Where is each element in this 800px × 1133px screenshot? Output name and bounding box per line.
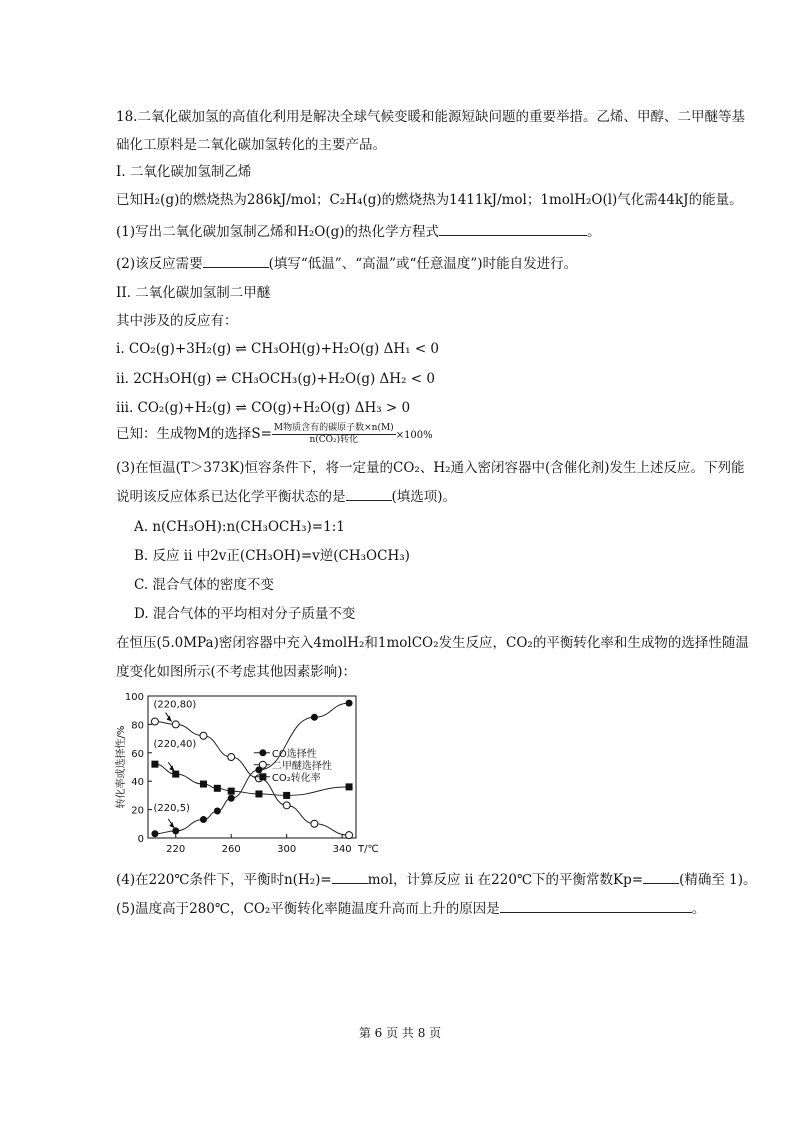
data-point-square — [200, 781, 207, 788]
y-axis-label: 转化率或选择性/% — [116, 725, 127, 809]
data-point-square — [214, 785, 221, 792]
x-tick-label: 260 — [221, 844, 241, 855]
data-point-open-circle — [172, 721, 179, 728]
y-tick-label: 100 — [124, 692, 144, 703]
legend-label: 二甲醚选择性 — [271, 760, 332, 772]
data-point-open-circle — [228, 754, 235, 761]
q5-end: 。 — [691, 901, 706, 917]
q5-text: (5)温度高于280℃，CO₂平衡转化率随温度升高而上升的原因是 — [116, 901, 500, 917]
annotation-label: (220,40) — [153, 739, 197, 751]
q2-end: (填写“低温”、“高温”或“任意温度”)时能自发进行。 — [268, 256, 578, 272]
legend-marker-filled-circle — [259, 749, 266, 756]
x-axis-label: T/℃ — [358, 844, 379, 855]
reaction-iii: iii. CO₂(g)+H₂(g) ⇌ CO(g)+H₂O(g) ΔH₃ > 0 — [116, 400, 411, 416]
section-2-title: II. 二氧化碳加氢制二甲醚 — [116, 285, 271, 301]
data-point-square — [346, 783, 353, 790]
y-tick-label: 60 — [131, 748, 144, 760]
annotation-arrowhead — [167, 716, 172, 722]
q3-line-2: 说明该反应体系已达化学平衡状态的是 — [116, 489, 346, 505]
q4-part-c: (精确至 1)。 — [679, 872, 757, 888]
q3-answer-blank — [346, 488, 392, 501]
q2-answer-blank — [203, 255, 269, 268]
q5-answer-blank — [500, 900, 692, 913]
annotation-label: (220,5) — [153, 803, 190, 815]
q3-end: (填选项)。 — [391, 489, 457, 505]
annotation-arrowhead — [169, 765, 174, 771]
x-tick-label: 220 — [166, 844, 186, 855]
section-1-title: I. 二氧化碳加氢制乙烯 — [116, 164, 252, 180]
sel-prefix: 已知：生成物M的选择S= — [116, 426, 272, 442]
data-point-open-circle — [283, 802, 290, 809]
reaction-i: i. CO₂(g)+3H₂(g) ⇌ CH₃OH(g)+H₂O(g) ΔH₁ < 0 — [116, 341, 440, 357]
data-point-square — [172, 771, 179, 778]
reaction-ii: ii. 2CH₃OH(g) ⇌ CH₃OCH₃(g)+H₂O(g) ΔH₂ < 0 — [116, 371, 435, 387]
question-1 — [116, 223, 601, 241]
y-tick-label: 20 — [131, 805, 144, 817]
data-point-filled-circle — [228, 795, 235, 802]
sel-suffix: ×100% — [395, 430, 433, 441]
legend-marker-open-circle — [259, 761, 266, 768]
page-footer: 第 6 页 共 8 页 — [358, 1026, 442, 1040]
data-point-open-circle — [346, 832, 353, 839]
q1-answer-blank — [439, 223, 587, 236]
sel-fraction — [272, 423, 396, 446]
data-point-filled-circle — [200, 816, 207, 823]
x-tick-label: 340 — [332, 844, 352, 855]
data-point-open-circle — [151, 718, 158, 725]
option-a: A. n(CH₃OH):n(CH₃OCH₃)=1:1 — [134, 519, 345, 535]
q4-part-a: (4)在220℃条件下，平衡时n(H₂)= — [116, 872, 332, 888]
q1-end: 。 — [587, 224, 601, 240]
data-point-square — [283, 792, 290, 799]
annotation-arrowhead — [169, 822, 174, 828]
reactions-title: 其中涉及的反应有： — [116, 313, 238, 329]
q4-part-b: mol，计算反应 ii 在220℃下的平衡常数Kp= — [367, 872, 644, 888]
legend-label: CO选择性 — [271, 748, 317, 760]
intro-line-1: 18.二氧化碳加氢的高值化利用是解决全球气候变暖和能源短缺问题的重要举措。乙烯、甲醇、二甲醚等基 — [116, 109, 745, 125]
x-tick-label: 300 — [277, 844, 297, 855]
data-point-square — [151, 761, 158, 768]
data-point-filled-circle — [172, 827, 179, 834]
q4-blank-2 — [643, 871, 679, 884]
paragraph-line-1: 在恒压(5.0MPa)密闭容器中充入4molH₂和1molCO₂发生反应，CO₂的平衡转化率和生成物的选择性随温 — [116, 635, 749, 651]
data-point-square — [228, 788, 235, 795]
y-tick-label: 0 — [137, 834, 144, 845]
question-4 — [116, 871, 757, 889]
sel-numerator: M物质含有的碳原子数×n(M) — [273, 423, 394, 433]
option-b: B. 反应 ii 中2v正(CH₃OH)=v逆(CH₃OCH₃) — [134, 548, 410, 564]
option-d: D. 混合气体的平均相对分子质量不变 — [134, 606, 356, 622]
q1-text: (1)写出二氧化碳加氢制乙烯和H₂O(g)的热化学方程式 — [116, 224, 440, 240]
selectivity-definition — [116, 423, 433, 446]
sel-denominator: n(CO₂)转化 — [309, 435, 359, 445]
annotation-label: (220,80) — [153, 699, 197, 711]
option-c: C. 混合气体的密度不变 — [134, 577, 274, 593]
known-data-1: 已知H₂(g)的燃烧热为286kJ/mol；C₂H₄(g)的燃烧热为1411kJ/mol；1molH₂O(l)气化需44kJ的能量。 — [116, 192, 743, 208]
question-3 — [116, 488, 456, 506]
q2-text: (2)该反应需要 — [116, 256, 203, 272]
data-point-open-circle — [311, 820, 318, 827]
q4-blank-1 — [332, 871, 368, 884]
y-tick-label: 80 — [131, 720, 144, 732]
intro-line-2: 础化工原料是二氧化碳加氢转化的主要产品。 — [116, 137, 386, 153]
q3-line-1: (3)在恒温(T＞373K)恒容条件下，将一定量的CO₂、H₂通入密闭容器中(含催化剂)发生上述反应。下列能 — [116, 460, 745, 476]
selectivity-chart — [108, 688, 379, 864]
question-5 — [116, 900, 705, 918]
y-tick-label: 40 — [131, 777, 144, 789]
legend-marker-square — [259, 773, 266, 780]
paragraph-line-2: 度变化如图所示(不考虑其他因素影响)： — [116, 664, 357, 680]
legend-label: CO₂转化率 — [271, 772, 321, 784]
data-point-filled-circle — [311, 714, 318, 721]
data-point-open-circle — [200, 732, 207, 739]
data-point-square — [255, 790, 262, 797]
data-point-filled-circle — [214, 808, 221, 815]
question-2 — [116, 255, 577, 273]
data-point-filled-circle — [346, 700, 353, 707]
data-point-filled-circle — [151, 830, 158, 837]
